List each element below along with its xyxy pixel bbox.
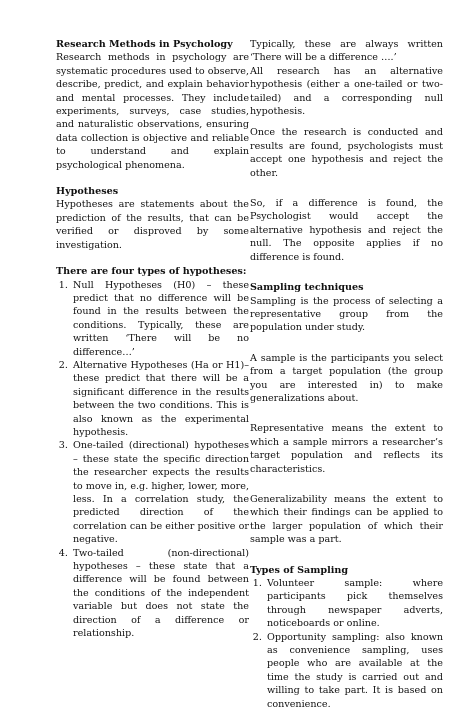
sample-definition: A sample is the participants you select from a target population (the group you are interested in) to make generalizations about. bbox=[250, 352, 443, 404]
hypotheses-paragraph: Hypotheses are statements about the prediction of the results, that can be verified or disproved by some investigation. bbox=[56, 199, 249, 251]
typically-paragraph: Typically, these are always written ‘There will be a difference ….’ bbox=[250, 39, 443, 64]
representative-definition: Representative means the extent to which a sample mirrors a researcher’s target population and reflects its characteristics. bbox=[250, 423, 443, 475]
list-item: 1. Null Hypotheses (H0) – these predict that no difference will be found in the results between the conditions. Typically, these are written ‘There will be no difference…’ bbox=[71, 279, 249, 359]
generalizability-definition: Generalizability means the extent to which their findings can be applied to the larger population of which their sample was a part. bbox=[250, 493, 443, 546]
left-column bbox=[56, 38, 249, 640]
hypotheses-types-list bbox=[56, 279, 249, 641]
list-item: 2. Alternative Hypotheses (Ha or H1)– these predict that there will be a significant difference in the results between the two conditions. This is also known as the experimental hypothesis. bbox=[71, 359, 249, 439]
alternative-paragraph: All research has an alternative hypothesis (either a one-tailed or two-tailed) and a corresponding null hypothesis. bbox=[250, 65, 443, 118]
research-methods-paragraph: Research methods in psychology are systematic procedures used to observe, describe, predict, and explain behavior and mental processes. They include experiments, surveys, case studies, and naturalistic observations, ensuring data collection is objective and reliable to understand and explain psychological phenomena. bbox=[56, 52, 249, 171]
right-column bbox=[250, 38, 443, 711]
accept-reject-paragraph: Once the research is conducted and results are found, psychologists must accept one hypothesis and reject the other. bbox=[250, 127, 443, 179]
list-item: 2. Opportunity sampling: also known as convenience sampling, uses people who are available at the time the study is carried out and willing to take part. It is based on convenience. bbox=[265, 631, 443, 711]
hypotheses-types-heading: There are four types of hypotheses: bbox=[56, 266, 247, 278]
difference-paragraph: So, if a difference is found, the Psychologist would accept the alternative hypothesis and reject the null. The opposite applies if no difference is found. bbox=[250, 198, 443, 263]
research-methods-heading: Research Methods in Psychology bbox=[56, 39, 233, 50]
types-of-sampling-heading: Types of Sampling bbox=[250, 564, 349, 576]
hypotheses-heading: Hypotheses bbox=[56, 186, 119, 198]
sampling-types-list bbox=[250, 577, 443, 711]
list-item: 4. Two-tailed (non-directional) hypotheses – these state that a difference will be found between the conditions of the independent variable but does not state the direction of a difference or relationship. bbox=[71, 547, 249, 641]
list-item: 3. One-tailed (directional) hypotheses – these state the specific direction the researcher expects the results to move in, e.g. higher, lower, more, less. In a correlation study, the predicted direction of the correlation can be either positive or negative. bbox=[71, 439, 249, 546]
sampling-techniques-heading: Sampling techniques bbox=[250, 282, 364, 294]
sampling-definition: Sampling is the process of selecting a representative group from the population under study. bbox=[250, 295, 443, 334]
list-item: 1. Volunteer sample: where participants pick themselves through newspaper adverts, noticeboards or online. bbox=[265, 577, 443, 631]
